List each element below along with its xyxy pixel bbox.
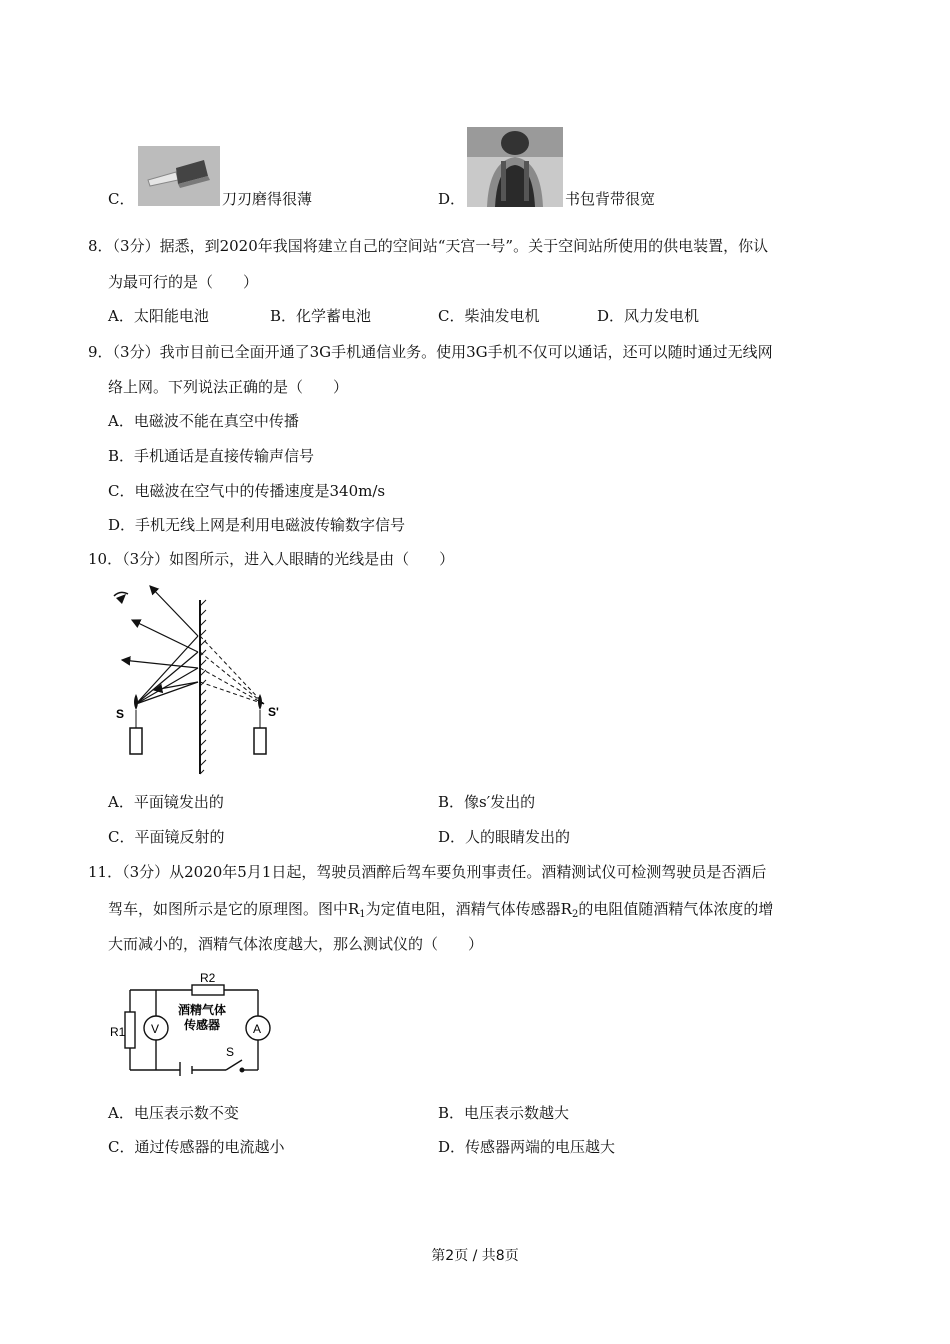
label-r1: R1 [110, 1025, 126, 1039]
q10-option-c: C．平面镜反射的 [108, 828, 225, 846]
q9-stem-line2: 络上网。下列说法正确的是（ ） [108, 378, 349, 396]
q8-option-d: D．风力发电机 [597, 307, 700, 325]
q10-option-a: A．平面镜发出的 [108, 793, 224, 811]
q11-option-a: A．电压表示数不变 [108, 1104, 239, 1122]
q9-stem-line1: 9．（3分）我市目前已全面开通了3G手机通信业务。使用3G手机不仅可以通话，还可以随时通过无线网 [88, 343, 773, 361]
r2-resistor [192, 985, 224, 995]
q8-option-b: B．化学蓄电池 [270, 307, 372, 325]
q11-option-c: C．通过传感器的电流越小 [108, 1138, 285, 1156]
q10-option-b: B．像s′发出的 [438, 793, 536, 811]
q7-option-c-caption: 刀刃磨得很薄 [222, 190, 313, 208]
q7-option-d-label: D． [438, 190, 466, 208]
alcohol-tester-circuit [108, 966, 278, 1076]
sensor-label-line2: 传感器 [184, 1018, 221, 1032]
eye-icon [114, 592, 128, 604]
q10-stem: 10．（3分）如图所示，进入人眼睛的光线是由（ ） [88, 550, 455, 568]
mirror-reflection-figure [108, 582, 298, 778]
q8-option-c: C．柴油发电机 [438, 307, 540, 325]
label-r2: R2 [200, 971, 216, 985]
q7-option-d-caption: 书包背带很宽 [565, 190, 656, 208]
q9-option-b: B．手机通话是直接传输声信号 [108, 447, 315, 465]
q9-option-a: A．电磁波不能在真空中传播 [108, 412, 299, 430]
sensor-label-line1: 酒精气体 [178, 1003, 227, 1017]
knife-photo [138, 146, 220, 206]
page-footer: 第2页 / 共8页 [431, 1248, 519, 1264]
backpack-photo [467, 127, 563, 207]
q9-option-c: C．电磁波在空气中的传播速度是340m/s [108, 482, 386, 500]
label-ammeter: A [253, 1022, 262, 1036]
r1-resistor [125, 1012, 135, 1048]
q11-stem-line3: 大而减小的，酒精气体浓度越大，那么测试仪的（ ） [108, 935, 484, 953]
battery-icon [180, 1062, 192, 1076]
q11-option-b: B．电压表示数越大 [438, 1104, 570, 1122]
q9-option-d: D．手机无线上网是利用电磁波传输数字信号 [108, 516, 406, 534]
candle-s-prime-icon [254, 694, 266, 754]
q11-option-d: D．传感器两端的电压越大 [438, 1138, 616, 1156]
switch-icon [226, 1060, 244, 1072]
q8-stem-line2: 为最可行的是（ ） [108, 273, 259, 291]
q11-stem-line1: 11．（3分）从2020年5月1日起，驾驶员酒醉后驾车要负刑事责任。酒精测试仪可检测驾驶员是否酒后 [88, 863, 767, 881]
label-s: S [116, 707, 125, 721]
label-voltmeter: V [151, 1022, 160, 1036]
q7-option-c-label: C． [108, 190, 135, 208]
label-switch: S [226, 1045, 235, 1059]
q10-option-d: D．人的眼睛发出的 [438, 828, 571, 846]
q8-option-a: A．太阳能电池 [108, 307, 209, 325]
q8-stem-line1: 8．（3分）据悉，到2020年我国将建立自己的空间站“天宫一号”。关于空间站所使用的供电装置，你认 [88, 237, 769, 255]
label-s-prime: S' [268, 705, 279, 719]
q11-stem-line2: 驾车，如图所示是它的原理图。图中$R_1$为定值电阻，酒精气体传感器$R_2$的电阻值随酒精气体浓度的增 [108, 900, 774, 920]
